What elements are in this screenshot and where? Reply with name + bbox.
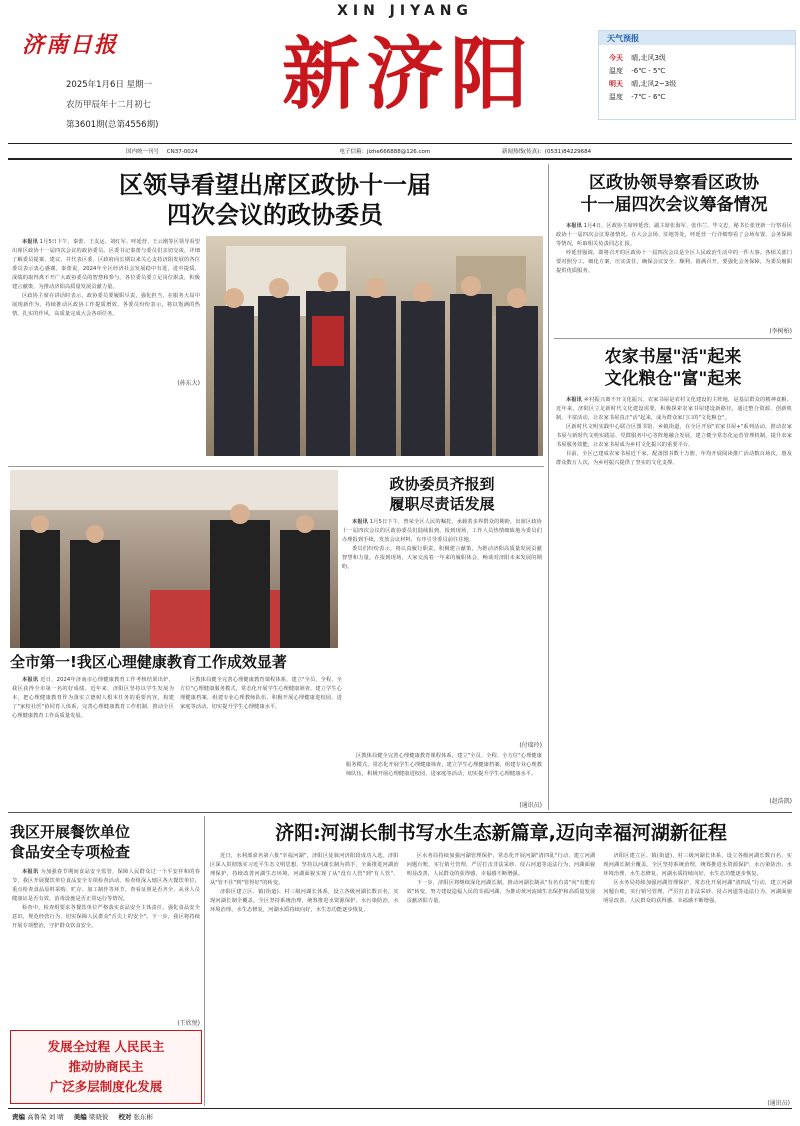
footer-design: 梁晓彼 (88, 1113, 109, 1121)
article4-body (556, 396, 792, 794)
weather-tomorrow-temp (599, 89, 795, 102)
masthead-title: 新济阳 (281, 29, 534, 120)
article3-headline (342, 474, 542, 514)
article5-text: 近日，2024年济南市心理健康教育工作考核结果出炉，我区获得全市第一名的好成绩。近年来，济阳区坚持以学生发展为本，把心理健康教育作为落实立德树人根本任务的重要内容，构建了"家校社医"协同育人体系，完善心理健康教育工作机制，推动全区心理健康教育工作高质量发展。 (12, 677, 174, 719)
article1-text2: 区政协主席在讲话时表示，政协委员要履职尽责，强化担当，在服务大局中展现新作为，持续推动区政协工作提质增效。各委员纷纷表示，将以饱满的热情、扎实的作风，高质量完成大会各项任务。 (12, 293, 200, 317)
article7-text2: 济阳区建立区、镇(街道)、村三级河湖长体系，设立各级河湖长数百名，实现河湖长制全覆盖。全区坚持系统治理，统筹推进水资源保护、水污染防治、水环境治理、水生态修复，河湖水质持续向好，水生态功能逐步恢复。 (210, 889, 399, 913)
article3-text: 1月5日下午，曾荣全区人民的嘱托，承载着多界群众的期盼，出席区政协十一届四次会议的区政协委员们陆续报到。报到现场，工作人员热情细致地为委员们办理报到手续，发放会议材料，有序引导委员前往住地。 (342, 519, 542, 543)
weather-tomorrow-temp-value: -7℃ - 6℃ (631, 93, 666, 101)
weather-tomorrow-temp-label: 温度 (609, 93, 623, 101)
weather-today-temp (599, 63, 795, 76)
article6-lead: 本报讯 (22, 869, 39, 875)
article5-headline: 全市第一!我区心理健康教育工作成效显著 (10, 653, 287, 671)
article3-title-line2: 履职尽责话发展 (389, 495, 495, 513)
article6-text: 为加强春节期间食品安全监管，保障人民群众过一个平安祥和的春节，我区开展餐饮单位食品安全专项检查活动。检查组深入辖区各大餐饮单位，重点检查食品原料采购、贮存、加工制作等环节，查看证照是否齐全、从业人员健康证是否有效、消毒设施是否正常运行等情况。 (12, 869, 200, 902)
masthead-divider (8, 143, 792, 144)
article7-text4: 区水务局持续加强河湖管理保护，常态化开展河湖"清四乱"行动，建立河湖问题台账，实行销号管理，严厉打击非法采砂、侵占河道等违法行为，河湖面貌明显改善，人民群众的获得感、幸福感不断增强。 (406, 853, 596, 877)
article4-title-line1: 农家书屋"活"起来 (604, 347, 742, 367)
info-hotline: 新闻热线(传真)：(0531)84229684 (502, 149, 592, 155)
weather-today-temp-label: 温度 (609, 67, 623, 75)
article1-text: 1月5日下午，秦蕾、王友运、刘红军、呼延营、王云刚等区领导看望出席区政协十一届四次会议的政协委员。区委书记秦蕾与委员们亲切交谈，详细了解委员提案、建议，并代表区委、区政府向长期以来关心支持济阳发展的各位委员表示衷心感谢。秦蕾说，2024年全区经济社会发展稳中有进，进中提质，成绩的取得离不开广大政协委员的智慧和参与。各位委员要立足岗位职责，积极建言献策，为推动济阳高质量发展贡献力量。 (12, 239, 200, 290)
article2-title-line2: 十一届四次会议筹备情况 (580, 195, 768, 215)
article5-body-right (346, 752, 542, 800)
footer-editor: 高鲁荣 刘 晴 (27, 1113, 64, 1121)
article3-text2: 委员们纷纷表示，将认真履行职责，积极建言献策，为推动济阳高质量发展贡献智慧和力量。在报到现场，大家交流着一年来的履职体会，畅谈对济阳未来发展的期盼。 (342, 546, 542, 570)
article6-body (12, 868, 200, 1016)
article6-author: (王欣悦) (177, 1020, 200, 1027)
weather-tomorrow (599, 76, 795, 89)
footer-proof: 张东彬 (133, 1113, 154, 1121)
slogan-line1: 发展全过程 人民民主 (47, 1039, 165, 1054)
article6-headline (10, 822, 200, 862)
article2-headline (554, 172, 794, 216)
article4-text3: 目前，全区已建成农家书屋近千家，配备图书数十万册，年均开展阅读推广活动数百场次，惠及群众数万人次，为乡村振兴提供了坚实的文化支撑。 (556, 451, 792, 466)
masthead-lunar: 农历甲辰年十二月初七 (66, 100, 152, 110)
footer-proof-label: 校对 (118, 1113, 132, 1121)
weather-today (599, 45, 795, 63)
footer-divider (8, 1108, 792, 1109)
article5-text-right: 区教体局健全完善心理健康教育课程体系，建立"全员、全程、全方位"心理健康服务模式，常态化开展学生心理健康筛查，建立学生心理健康档案，组建专业心理教师队伍，积极开展心理健康进校园、进家庭等活动，切实提升学生心理健康水平。 (346, 753, 542, 777)
article3-title-line1: 政协委员齐报到 (389, 475, 495, 493)
article3-top-divider (8, 466, 544, 467)
article1-photo (206, 236, 543, 456)
article2-author: (李树柏) (769, 328, 792, 335)
article7-text3: 下一步，济阳区将继续深化河湖长制，推动河湖长制从"有名有责"向"有能有效"转变，努力建设造福人民的幸福河湖，为推动黄河流域生态保护和高质量发展贡献济阳力量。 (406, 880, 596, 904)
article4-headline (554, 346, 792, 390)
slogan-line2: 推动协商民主 (68, 1059, 144, 1074)
weather-box (598, 30, 796, 120)
article2-text2: 呼延营强调，即将召开的区政协十一届四次会议是全区人民政治生活中的一件大事。各相关部门要对照分工，细化方案，压实责任，确保会议安全、顺利、圆满召开。要强化会务保障，为委员履职提供优质服务。 (556, 250, 792, 274)
weather-tomorrow-cond: 晴,北风2~3级 (631, 80, 677, 88)
article4-text2: 区新时代文明实践中心联合区图书馆、乡镇街道，在全区开展"农家书屋+"系列活动，推动农家书屋与新时代文明实践站、党群服务中心等阵地融合发展，建立健全常态化运营管理机制，提升农家书屋服务效能，让农家书屋成为乡村文化振兴的重要平台。 (556, 424, 792, 448)
masthead-issue: 第3601期(总第4556期) (66, 120, 159, 130)
info-bar (126, 147, 786, 155)
info-divider (8, 158, 792, 160)
article3-photo (10, 470, 338, 648)
article7-text: 近日，水利部命名第六批"幸福河湖"，济阳区徒骇河济阳段成功入选。济阳区深入贯彻落实习近平生态文明思想，坚持以河湖长制为抓手，全面推进河湖治理保护，持续改善河湖生态环境，河湖面貌实现了从"没有人管"到"有人管"、从"管不住"到"管得好"的转变。 (210, 853, 399, 886)
article1-author: (孙东大) (177, 380, 200, 387)
article7-text4b: 区水务局持续加强河湖管理保护，常态化开展河湖"清四乱"行动，建立河湖问题台账，实行销号管理，严厉打击非法采砂、侵占河道等违法行为，河湖面貌明显改善，人民群众的获得感、幸福感不断增强。 (603, 880, 792, 904)
newspaper-logo: 济南日报 (22, 32, 119, 58)
article2-title-line1: 区政协领导察看区政协 (589, 173, 759, 193)
footer-editor-label: 责编 (12, 1113, 25, 1121)
masthead-pinyin: XIN JIYANG (337, 3, 473, 19)
article3-photo-image (10, 470, 338, 648)
footer-design-label: 美编 (73, 1113, 87, 1121)
article2-lead: 本报讯 (566, 223, 582, 229)
column-divider-top (548, 164, 549, 810)
masthead-date: 2025年1月6日 星期一 (66, 80, 153, 90)
article1-lead: 本报讯 (22, 239, 38, 245)
article3-author: (付瑞玲) (519, 742, 542, 749)
article2-divider (554, 338, 792, 339)
article5-body (12, 676, 342, 806)
article1-title-line2: 四次会议的政协委员 (167, 201, 383, 229)
article1-headline (8, 170, 542, 230)
article2-body (556, 222, 792, 326)
slogan-box (10, 1030, 202, 1104)
article4-author: (赵浩凯) (769, 798, 792, 805)
section-divider (8, 812, 792, 813)
weather-today-cond: 晴,北风3级 (631, 54, 666, 62)
article4-text: 乡村振兴离不开文化振兴。农家书屋是农村文化建设的主阵地，是基层群众的精神食粮。近年来，济阳区立足新时代文化建设需要，积极探索农家书屋建设新路径，通过整合资源、创新机制、丰富活动，让农家书屋真正"活"起来，成为群众家门口的"文化粮仓"。 (556, 397, 792, 421)
article4-title-line2: 文化粮仓"富"起来 (604, 369, 742, 389)
article5-lead: 本报讯 (22, 677, 39, 683)
article4-lead: 本报讯 (566, 397, 583, 403)
article6-title-line2: 食品安全专项检查 (10, 843, 131, 861)
article7-text2b: 济阳区建立区、镇(街道)、村三级河湖长体系，设立各级河湖长数百名，实现河湖长制全覆盖。全区坚持系统治理，统筹推进水资源保护、水污染防治、水环境治理、水生态修复，河湖水质持续向好，水生态功能逐步恢复。 (603, 853, 792, 877)
footer-credits (12, 1112, 153, 1121)
article7-headline: 济阳:河湖长制书写水生态新篇章,迈向幸福河湖新征程 (275, 822, 727, 844)
article3-body (342, 518, 542, 740)
article2-text: 1月4日，区政协主席呼延营，副主席张海军、张伟兰、毕文忠，秘书长张登新一行察看区政协十一届四次会议筹备情况。在大会会场、驻地等处，呼延营一行详细察看了会场布置、会务保障等情况，听取相关负责同志汇报。 (556, 223, 792, 247)
info-cn-label: 国内统一刊号 (126, 149, 160, 155)
article1-body (12, 238, 200, 388)
weather-tomorrow-label: 明天 (609, 80, 623, 88)
info-email: 电子信箱：jizhe666888@126.com (339, 149, 431, 155)
weather-today-temp-value: -6℃ - 5℃ (631, 67, 666, 75)
weather-title: 天气预报 (599, 31, 795, 45)
article5-author: (通讯员) (519, 802, 542, 809)
article1-title-line1: 区领导看望出席区政协十一届 (119, 171, 431, 199)
article7-author: (通讯员) (767, 1100, 790, 1107)
info-cn-value: CN37-0024 (166, 149, 198, 155)
article5-text2: 区教体局健全完善心理健康教育课程体系，建立"全员、全程、全方位"心理健康服务模式，常态化开展学生心理健康筛查，建立学生心理健康档案，组建专业心理教师队伍，积极开展心理健康进校园、进家庭等活动，切实提升学生心理健康水平。 (180, 677, 342, 710)
article7-body (210, 852, 792, 1100)
article1-photo-image (206, 236, 543, 456)
weather-today-label: 今天 (609, 54, 623, 62)
article6-title-line1: 我区开展餐饮单位 (10, 823, 131, 841)
slogan-line3: 广泛多层制度化发展 (49, 1079, 163, 1094)
article6-text2: 检查中，检查组要求各餐饮单位严格落实食品安全主体责任，强化食品安全意识，规范经营行为，切实保障人民群众"舌尖上的安全"。下一步，我区将持续开展专项整治，守护群众饮食安全。 (12, 905, 200, 929)
article3-lead: 本报讯 (352, 519, 369, 525)
column-divider-bottom (204, 816, 205, 1106)
